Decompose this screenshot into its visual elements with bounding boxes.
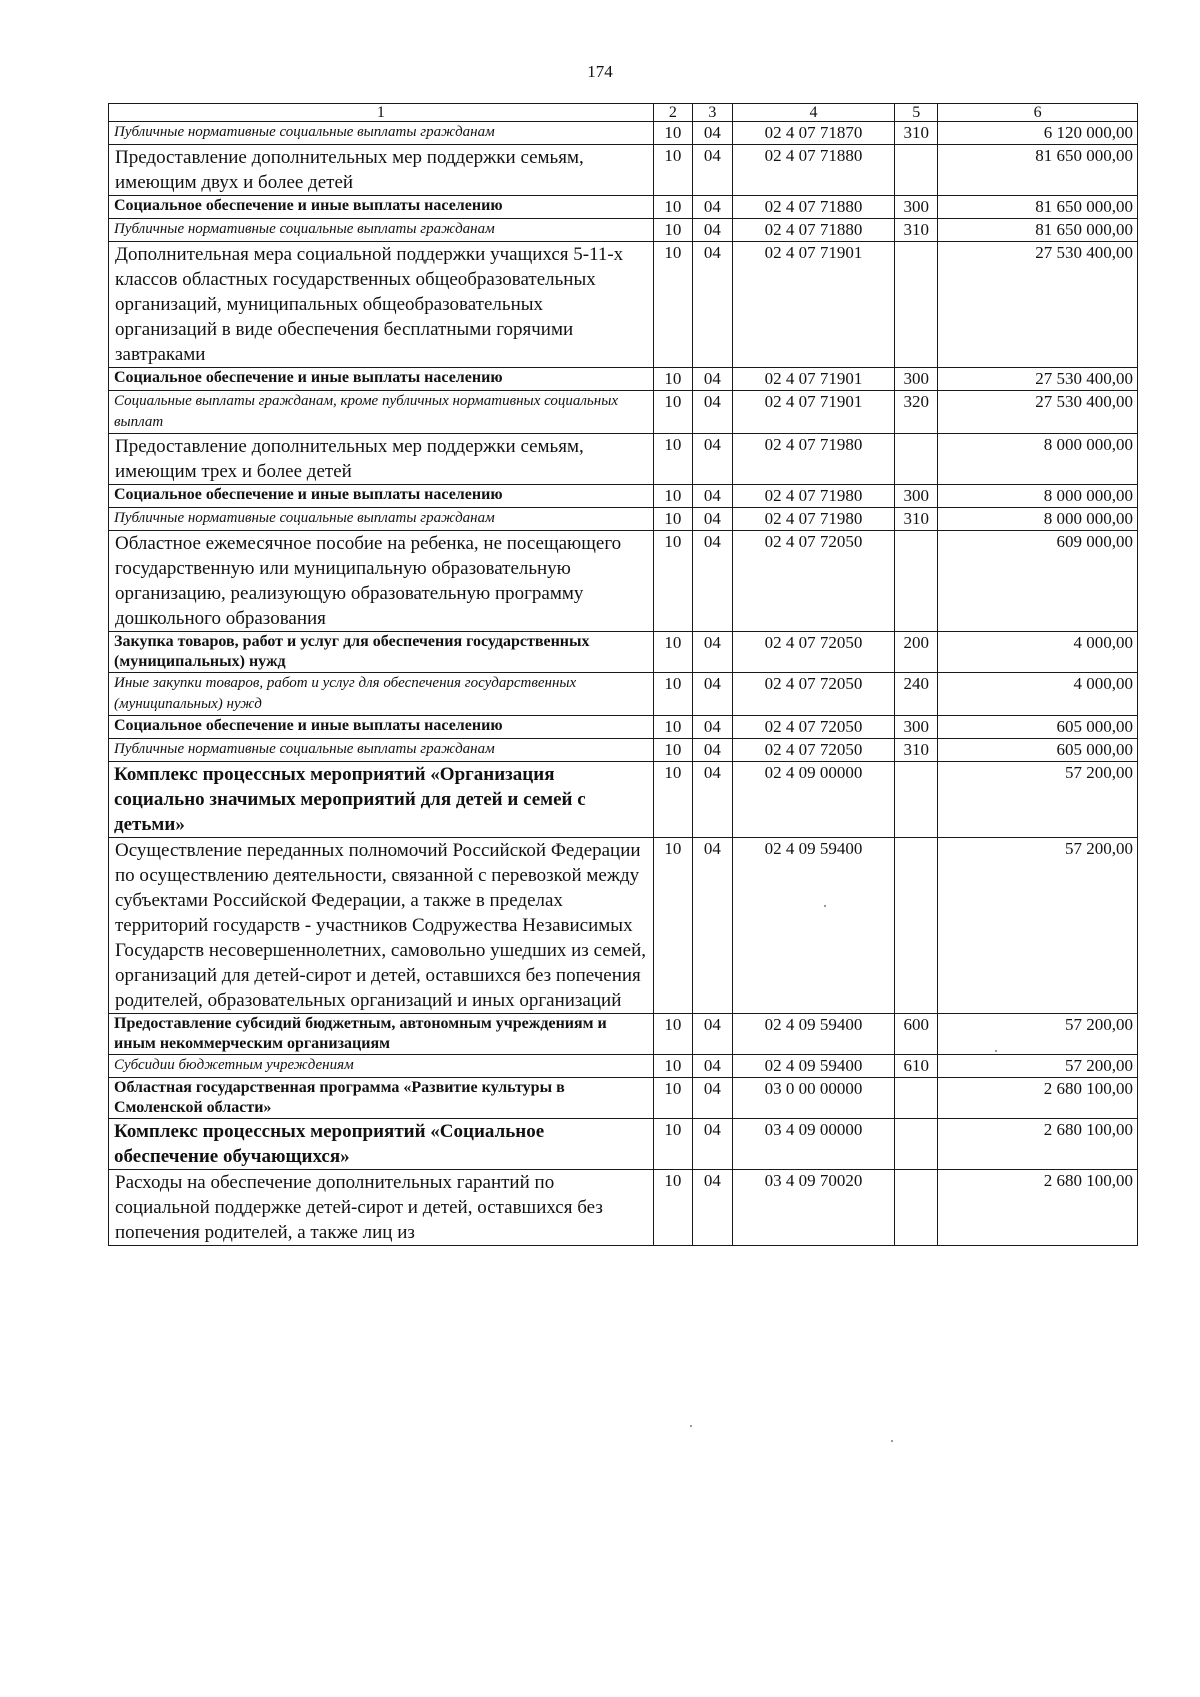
header-cell-2: 2	[653, 104, 692, 122]
header-cell-6: 6	[938, 104, 1138, 122]
row-section-cell: 10	[653, 434, 692, 485]
scan-speck	[891, 1440, 893, 1442]
row-section-cell: 10	[653, 219, 692, 242]
row-expense-type-cell: 600	[895, 1014, 938, 1055]
row-expense-type-cell: 310	[895, 219, 938, 242]
row-target-article-cell: 02 4 07 72050	[732, 673, 895, 716]
row-subsection-cell: 04	[693, 673, 732, 716]
row-target-article-cell: 02 4 07 72050	[732, 632, 895, 673]
row-section-cell: 10	[653, 1078, 692, 1119]
row-target-article-cell: 02 4 07 71980	[732, 508, 895, 531]
row-subsection-cell: 04	[693, 219, 732, 242]
row-amount-cell: 2 680 100,00	[938, 1119, 1138, 1170]
row-target-article-cell: 02 4 07 71980	[732, 485, 895, 508]
row-amount-cell: 4 000,00	[938, 632, 1138, 673]
table-row	[109, 1170, 1138, 1246]
row-target-article-cell: 02 4 07 71901	[732, 242, 895, 368]
row-target-article-cell: 03 4 09 70020	[732, 1170, 895, 1246]
row-name-cell: Публичные нормативные социальные выплаты гражданам	[109, 122, 654, 145]
row-section-cell: 10	[653, 716, 692, 739]
table-row	[109, 122, 1138, 145]
row-expense-type-cell: 300	[895, 485, 938, 508]
row-expense-type-cell: 300	[895, 196, 938, 219]
table-row	[109, 531, 1138, 632]
row-section-cell: 10	[653, 508, 692, 531]
row-amount-cell: 6 120 000,00	[938, 122, 1138, 145]
row-expense-type-cell: 300	[895, 368, 938, 391]
row-subsection-cell: 04	[693, 122, 732, 145]
row-target-article-cell: 02 4 07 71901	[732, 391, 895, 434]
row-name-cell: Публичные нормативные социальные выплаты гражданам	[109, 508, 654, 531]
table-row	[109, 391, 1138, 434]
row-amount-cell: 27 530 400,00	[938, 391, 1138, 434]
row-target-article-cell: 03 4 09 00000	[732, 1119, 895, 1170]
row-amount-cell: 2 680 100,00	[938, 1078, 1138, 1119]
row-name-cell: Социальные выплаты гражданам, кроме публичных нормативных социальных выплат	[109, 391, 654, 434]
row-amount-cell: 605 000,00	[938, 716, 1138, 739]
scan-speck	[995, 1050, 997, 1052]
row-name-cell: Осуществление переданных полномочий Российской Федерации по осуществлению деятельности, связанной с перевозкой между субъектами Российской Федерации, а также в пределах территорий государств - участников Содружества Независимых Государств несовершеннолетних, самовольно ушедших из семей, организаций для детей-сирот и детей, оставшихся без попечения родителей, образовательных организаций и иных организаций	[109, 838, 654, 1014]
row-name-cell: Комплекс процессных мероприятий «Организация социально значимых мероприятий для детей и семей с детьми»	[109, 762, 654, 838]
row-subsection-cell: 04	[693, 1014, 732, 1055]
row-expense-type-cell: 310	[895, 122, 938, 145]
row-name-cell: Социальное обеспечение и иные выплаты населению	[109, 368, 654, 391]
row-section-cell: 10	[653, 145, 692, 196]
row-expense-type-cell	[895, 531, 938, 632]
row-expense-type-cell: 200	[895, 632, 938, 673]
row-name-cell: Закупка товаров, работ и услуг для обеспечения государственных (муниципальных) нужд	[109, 632, 654, 673]
row-expense-type-cell	[895, 1170, 938, 1246]
header-row	[109, 104, 1138, 122]
table-row	[109, 838, 1138, 1014]
row-expense-type-cell	[895, 1119, 938, 1170]
row-section-cell: 10	[653, 1119, 692, 1170]
table-row	[109, 145, 1138, 196]
row-target-article-cell: 02 4 09 59400	[732, 838, 895, 1014]
row-amount-cell: 81 650 000,00	[938, 219, 1138, 242]
row-expense-type-cell	[895, 1078, 938, 1119]
row-section-cell: 10	[653, 1014, 692, 1055]
row-expense-type-cell: 310	[895, 508, 938, 531]
row-name-cell: Предоставление субсидий бюджетным, автономным учреждениям и иным некоммерческим организациям	[109, 1014, 654, 1055]
row-section-cell: 10	[653, 122, 692, 145]
row-amount-cell: 57 200,00	[938, 762, 1138, 838]
row-target-article-cell: 02 4 07 71880	[732, 196, 895, 219]
scan-speck	[824, 905, 826, 907]
row-amount-cell: 8 000 000,00	[938, 485, 1138, 508]
row-section-cell: 10	[653, 531, 692, 632]
page-number: 174	[587, 62, 613, 81]
row-section-cell: 10	[653, 1170, 692, 1246]
row-subsection-cell: 04	[693, 716, 732, 739]
row-name-cell: Областное ежемесячное пособие на ребенка, не посещающего государственную или муниципальную образовательную организацию, реализующую образовательную программу дошкольного образования	[109, 531, 654, 632]
row-subsection-cell: 04	[693, 145, 732, 196]
row-subsection-cell: 04	[693, 739, 732, 762]
row-name-cell: Социальное обеспечение и иные выплаты населению	[109, 196, 654, 219]
row-section-cell: 10	[653, 485, 692, 508]
row-amount-cell: 8 000 000,00	[938, 434, 1138, 485]
table-row	[109, 1078, 1138, 1119]
row-subsection-cell: 04	[693, 508, 732, 531]
row-target-article-cell: 02 4 09 59400	[732, 1055, 895, 1078]
row-section-cell: 10	[653, 739, 692, 762]
row-subsection-cell: 04	[693, 838, 732, 1014]
row-subsection-cell: 04	[693, 1055, 732, 1078]
header-cell-5: 5	[895, 104, 938, 122]
table-row	[109, 673, 1138, 716]
row-name-cell: Областная государственная программа «Развитие культуры в Смоленской области»	[109, 1078, 654, 1119]
row-expense-type-cell: 320	[895, 391, 938, 434]
row-subsection-cell: 04	[693, 368, 732, 391]
row-section-cell: 10	[653, 632, 692, 673]
row-amount-cell: 81 650 000,00	[938, 196, 1138, 219]
table-row	[109, 1055, 1138, 1078]
row-expense-type-cell	[895, 762, 938, 838]
row-section-cell: 10	[653, 391, 692, 434]
row-name-cell: Дополнительная мера социальной поддержки учащихся 5-11-х классов областных государственных общеобразовательных организаций, муниципальных общеобразовательных организаций в виде обеспечения бесплатными горячими завтраками	[109, 242, 654, 368]
row-amount-cell: 81 650 000,00	[938, 145, 1138, 196]
row-amount-cell: 57 200,00	[938, 1014, 1138, 1055]
scan-speck	[690, 1425, 692, 1427]
row-name-cell: Субсидии бюджетным учреждениям	[109, 1055, 654, 1078]
row-subsection-cell: 04	[693, 1119, 732, 1170]
row-expense-type-cell: 300	[895, 716, 938, 739]
row-expense-type-cell: 240	[895, 673, 938, 716]
row-expense-type-cell: 610	[895, 1055, 938, 1078]
table-row	[109, 508, 1138, 531]
table-row	[109, 219, 1138, 242]
row-name-cell: Публичные нормативные социальные выплаты гражданам	[109, 219, 654, 242]
row-amount-cell: 27 530 400,00	[938, 368, 1138, 391]
row-name-cell: Предоставление дополнительных мер поддержки семьям, имеющим трех и более детей	[109, 434, 654, 485]
table-row	[109, 1119, 1138, 1170]
row-section-cell: 10	[653, 196, 692, 219]
table-row	[109, 1014, 1138, 1055]
row-name-cell: Социальное обеспечение и иные выплаты населению	[109, 716, 654, 739]
row-amount-cell: 27 530 400,00	[938, 242, 1138, 368]
table-row	[109, 762, 1138, 838]
row-section-cell: 10	[653, 368, 692, 391]
row-target-article-cell: 03 0 00 00000	[732, 1078, 895, 1119]
row-target-article-cell: 02 4 07 72050	[732, 531, 895, 632]
table-row	[109, 196, 1138, 219]
row-expense-type-cell	[895, 838, 938, 1014]
row-name-cell: Социальное обеспечение и иные выплаты населению	[109, 485, 654, 508]
row-expense-type-cell	[895, 145, 938, 196]
row-section-cell: 10	[653, 242, 692, 368]
row-expense-type-cell: 310	[895, 739, 938, 762]
row-subsection-cell: 04	[693, 242, 732, 368]
row-amount-cell: 57 200,00	[938, 1055, 1138, 1078]
row-section-cell: 10	[653, 762, 692, 838]
row-subsection-cell: 04	[693, 196, 732, 219]
row-subsection-cell: 04	[693, 1078, 732, 1119]
row-target-article-cell: 02 4 07 71980	[732, 434, 895, 485]
row-subsection-cell: 04	[693, 434, 732, 485]
row-subsection-cell: 04	[693, 1170, 732, 1246]
header-cell-1: 1	[109, 104, 654, 122]
table-row	[109, 739, 1138, 762]
budget-table	[108, 103, 1138, 1246]
row-expense-type-cell	[895, 434, 938, 485]
row-target-article-cell: 02 4 09 59400	[732, 1014, 895, 1055]
row-section-cell: 10	[653, 838, 692, 1014]
row-target-article-cell: 02 4 07 71880	[732, 219, 895, 242]
row-amount-cell: 609 000,00	[938, 531, 1138, 632]
table-row	[109, 632, 1138, 673]
row-amount-cell: 2 680 100,00	[938, 1170, 1138, 1246]
row-name-cell: Публичные нормативные социальные выплаты гражданам	[109, 739, 654, 762]
row-amount-cell: 8 000 000,00	[938, 508, 1138, 531]
row-amount-cell: 605 000,00	[938, 739, 1138, 762]
header-cell-4: 4	[732, 104, 895, 122]
table-row	[109, 242, 1138, 368]
row-name-cell: Предоставление дополнительных мер поддержки семьям, имеющим двух и более детей	[109, 145, 654, 196]
header-cell-3: 3	[693, 104, 732, 122]
row-section-cell: 10	[653, 1055, 692, 1078]
row-subsection-cell: 04	[693, 485, 732, 508]
row-target-article-cell: 02 4 07 71880	[732, 145, 895, 196]
table-row	[109, 434, 1138, 485]
row-target-article-cell: 02 4 07 72050	[732, 739, 895, 762]
table-row	[109, 485, 1138, 508]
row-target-article-cell: 02 4 07 71901	[732, 368, 895, 391]
row-amount-cell: 57 200,00	[938, 838, 1138, 1014]
table-row	[109, 716, 1138, 739]
table-body	[109, 122, 1138, 1246]
row-name-cell: Иные закупки товаров, работ и услуг для обеспечения государственных (муниципальных) нужд	[109, 673, 654, 716]
row-target-article-cell: 02 4 07 72050	[732, 716, 895, 739]
row-target-article-cell: 02 4 09 00000	[732, 762, 895, 838]
row-amount-cell: 4 000,00	[938, 673, 1138, 716]
row-name-cell: Расходы на обеспечение дополнительных гарантий по социальной поддержке детей-сирот и детей, оставшихся без попечения родителей, а также лиц из	[109, 1170, 654, 1246]
row-subsection-cell: 04	[693, 762, 732, 838]
row-subsection-cell: 04	[693, 531, 732, 632]
row-subsection-cell: 04	[693, 391, 732, 434]
row-subsection-cell: 04	[693, 632, 732, 673]
row-section-cell: 10	[653, 673, 692, 716]
row-target-article-cell: 02 4 07 71870	[732, 122, 895, 145]
table-row	[109, 368, 1138, 391]
row-name-cell: Комплекс процессных мероприятий «Социальное обеспечение обучающихся»	[109, 1119, 654, 1170]
row-expense-type-cell	[895, 242, 938, 368]
